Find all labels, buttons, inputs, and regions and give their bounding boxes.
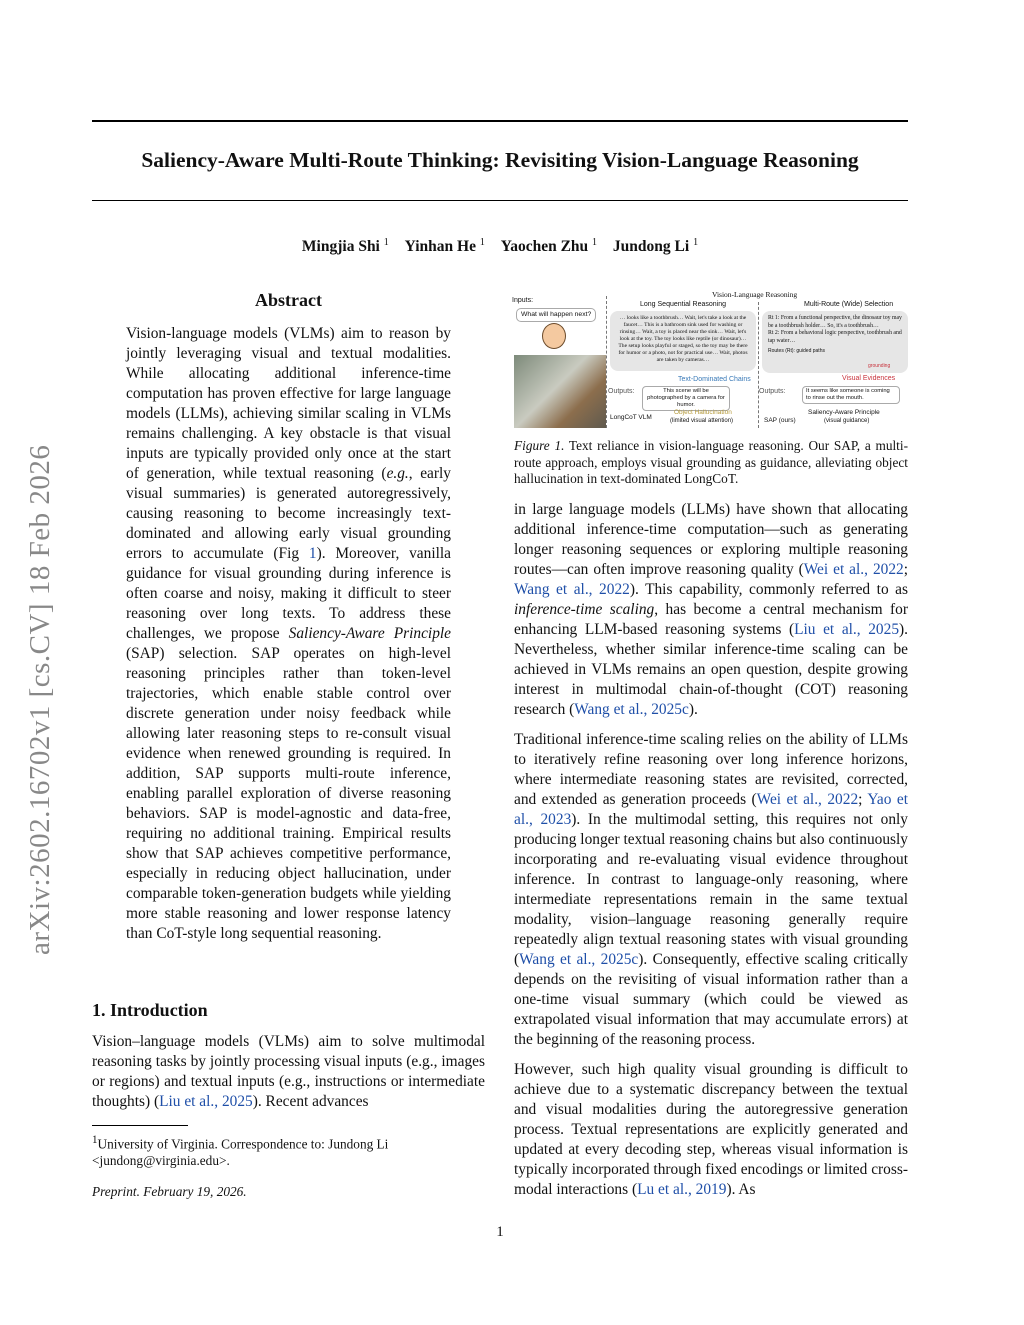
long-reasoning-title: Long Sequential Reasoning — [640, 301, 727, 308]
output-bubble-left: This scene will be photographed by a camera for humor. — [642, 386, 730, 411]
right-column — [514, 500, 908, 1210]
author: Yinhan He $^1$ — [404, 237, 485, 256]
paper-title: Saliency-Aware Multi-Route Thinking: Revisiting Vision-Language Reasoning — [141, 148, 859, 172]
section-heading-introduction: 1. Introduction — [92, 1000, 208, 1020]
divider — [758, 302, 759, 428]
visual-evidences-label: Visual Evidences — [842, 375, 896, 382]
top-rule — [92, 120, 908, 122]
left-column — [92, 290, 485, 1122]
citation-link[interactable]: Wang et al., 2022 — [514, 581, 630, 598]
citation-link[interactable]: Wei et al., 2022 — [803, 561, 904, 578]
intro-paragraph: However, such high quality visual grounding is difficult to achieve due to a systematic discrepancy between the textual and visual modalities during the autoregressive generation process. Textual representations are explicitly generated and updated at every decoding step, whereas visual information is typically incorporated through fixed encodings or limited cross-modal interactions (Lu et al., 2019). As — [514, 1061, 908, 1198]
footnote: $^1$University of Virginia. Correspondence to: Jundong Li <jundong@virginia.edu>. — [92, 1125, 485, 1169]
long-text-bubble: … looks like a toothbrush… Wait, let's take a look at the faucet… This is a bathroom sink used for washing or rinsing… Wait, a toy is placed near the sink… Wait, let's look at the toy. The toy looks like reptile (or dinosaur)… The setup looks playful or staged, so the toy may be there for humor or a photo, not for practical use… Wait, photos are taken by cameras… — [610, 311, 756, 371]
grounding-label: grounding — [868, 363, 891, 369]
figure-caption: Figure 1. Text reliance in vision-language reasoning. Our SAP, a multi-route approach, employs visual grounding as guidance, alleviating object hallucination in text-dominated LongCoT. — [514, 438, 908, 486]
arxiv-stamp: arXiv:2602.16702v1 [cs.CV] 18 Feb 2026 — [24, 444, 56, 955]
multi-route-title: Multi-Route (Wide) Selection — [804, 301, 894, 308]
divider — [606, 296, 607, 428]
citation-link[interactable]: Liu et al., 2025 — [794, 621, 900, 638]
figure-1: Inputs: What will happen next? Vision-Language Reasoning Long Sequential Reasoning Multi-Route (Wide) Selection … looks like a toothbrush… Wait, let's take a look at the faucet… This is a bathroom sink used for washing or rinsing… Wait, a toy is placed near the sink… Wait, let's look at the toy. The toy looks like reptile (or dinosaur)… The setup looks playful or staged, so the toy may be there for humor or a photo, not for practical use… Wait, photos are taken by cameras… Rt 1: From a functional perspective, the dinosaur toy may be a toothbrush holder… So, it's a toothbrush… Rt 2: From a behavioral logic perspective, toothbrush and tap water… Routes (Rt): guided paths grounding Text-Dominated Chains Visual Evidences Outputs: This scene will be photographed by a camera for humor. Outputs: It seems like someone is coming to rinse out the mouth. LongCoT VLM Object Hallucination (limited visual attention) SAP (ours) Saliency-Aware Principle (visual guidance) — [512, 288, 910, 430]
figure-link[interactable]: 1 — [308, 545, 317, 562]
inputs-label: Inputs: — [512, 297, 534, 304]
author-list — [0, 237, 1000, 256]
text-chains-label: Text-Dominated Chains — [678, 376, 751, 383]
citation-link[interactable]: Lu et al., 2019 — [637, 1181, 727, 1198]
citation-link[interactable]: Wang et al., 2025c — [574, 701, 689, 718]
author: Yaochen Zhu $^1$ — [500, 237, 598, 256]
citation-link[interactable]: Yao et al., 2023 — [514, 791, 908, 828]
output-bubble-right: It seems like someone is coming to rinse out the mouth. — [802, 386, 900, 404]
sap-label: SAP (ours) — [764, 417, 796, 424]
abstract-heading: Abstract — [255, 290, 322, 310]
intro-paragraph: Vision–language models (VLMs) aim to solve multimodal reasoning tasks by jointly processing visual inputs (e.g., images or regions) and textual inputs (e.g., instructions or intermediate thoughts) (Liu et al., 2025). Recent advances — [92, 1033, 485, 1110]
hallucination-label: Object Hallucination — [674, 409, 732, 416]
user-avatar-icon — [542, 323, 566, 349]
longcot-label: LongCoT VLM — [610, 414, 652, 421]
question-bubble: What will happen next? — [516, 308, 596, 322]
title-rule — [92, 200, 908, 201]
figure-header: Vision-Language Reasoning — [712, 290, 798, 299]
intro-paragraph: Traditional inference-time scaling relies on the ability of LLMs to iteratively refine reasoning over long inference horizons, where intermediate reasoning states are revisited, corrected, and extended as generation proceeds (Wei et al., 2022; Yao et al., 2023). In the multimodal setting, this requires not only producing longer textual reasoning chains but also continuously incorporating and re-evaluating visual evidence throughout inference. In contrast to language-only reasoning, where intermediate representations remain in the same textual modality, vision–language reasoning generally require repeatedly align textual reasoning states with visual grounding (Wang et al., 2025c). Consequently, effective scaling critically depends on the revisiting of visual information rather than a one-time visual summary (which could be viewed as extrapolated visual information that may accumulate errors) at the beginning of the reasoning process. — [514, 731, 908, 1048]
abstract-body: Vision-language models (VLMs) aim to reason by jointly leveraging visual and textual modalities. While allocating additional inference-time computation has proven effective for large language models (LLMs), achieving similar scaling in VLMs remains challenging. A key obstacle is that visual inputs are typically provided only once at the start of generation, while textual reasoning (e.g., early visual summaries) is generated autoregressively, causing reasoning to become increasingly text-dominated and allowing early visual grounding errors to accumulate (Fig 1). Moreover, vanilla guidance for visual grounding during inference is often coarse and noisy, making it difficult to steer reasoning over long texts. To address these challenges, we propose Saliency-Aware Principle (SAP) selection. SAP operates on high-level reasoning principles rather than token-level trajectories, which enable stable control over discrete generation under noisy feedback while allowing later reasoning steps to re-consult visual evidence when renewed grounding is required. In addition, SAP supports multi-route inference, enabling parallel exploration of diverse reasoning behaviors. SAP is model-agnostic and data-free, requiring no additional training. Empirical results show that SAP achieves competitive performance, especially in reducing object hallucination, under comparable token-generation budgets while yielding more stable reasoning and lower response latency than CoT-style long sequential reasoning. — [126, 325, 452, 942]
citation-link[interactable]: Wang et al., 2025c — [519, 951, 639, 968]
intro-paragraph-continued: in large language models (LLMs) have shown that allocating additional inference-time computation—such as generating longer reasoning sequences or exploring multiple reasoning routes—can often improve reasoning quality (Wei et al., 2022; Wang et al., 2022). This capability, commonly referred to as inference-time scaling, has become a central mechanism for enhancing LLM-based reasoning systems (Liu et al., 2025). Nevertheless, whether similar inference-time scaling can be achieved in VLMs remains an open question, despite growing interest in multimodal chain-of-thought (COT) reasoning research (Wang et al., 2025c). — [514, 501, 909, 718]
bathroom-photo — [514, 355, 606, 428]
page-number: 1 — [496, 1224, 504, 1240]
author: Jundong Li $^1$ — [612, 237, 699, 256]
citation-link[interactable]: Wei et al., 2022 — [756, 791, 859, 808]
multi-route-bubble: Rt 1: From a functional perspective, the dinosaur toy may be a toothbrush holder… So, it's a toothbrush… Rt 2: From a behavioral logic perspective, toothbrush and tap water… Routes (Rt): guided paths — [762, 311, 908, 373]
author: Mingjia Shi $^1$ — [301, 237, 389, 256]
citation-link[interactable]: Liu et al., 2025 — [159, 1093, 253, 1110]
preprint-note: Preprint. February 19, 2026. — [92, 1184, 247, 1199]
